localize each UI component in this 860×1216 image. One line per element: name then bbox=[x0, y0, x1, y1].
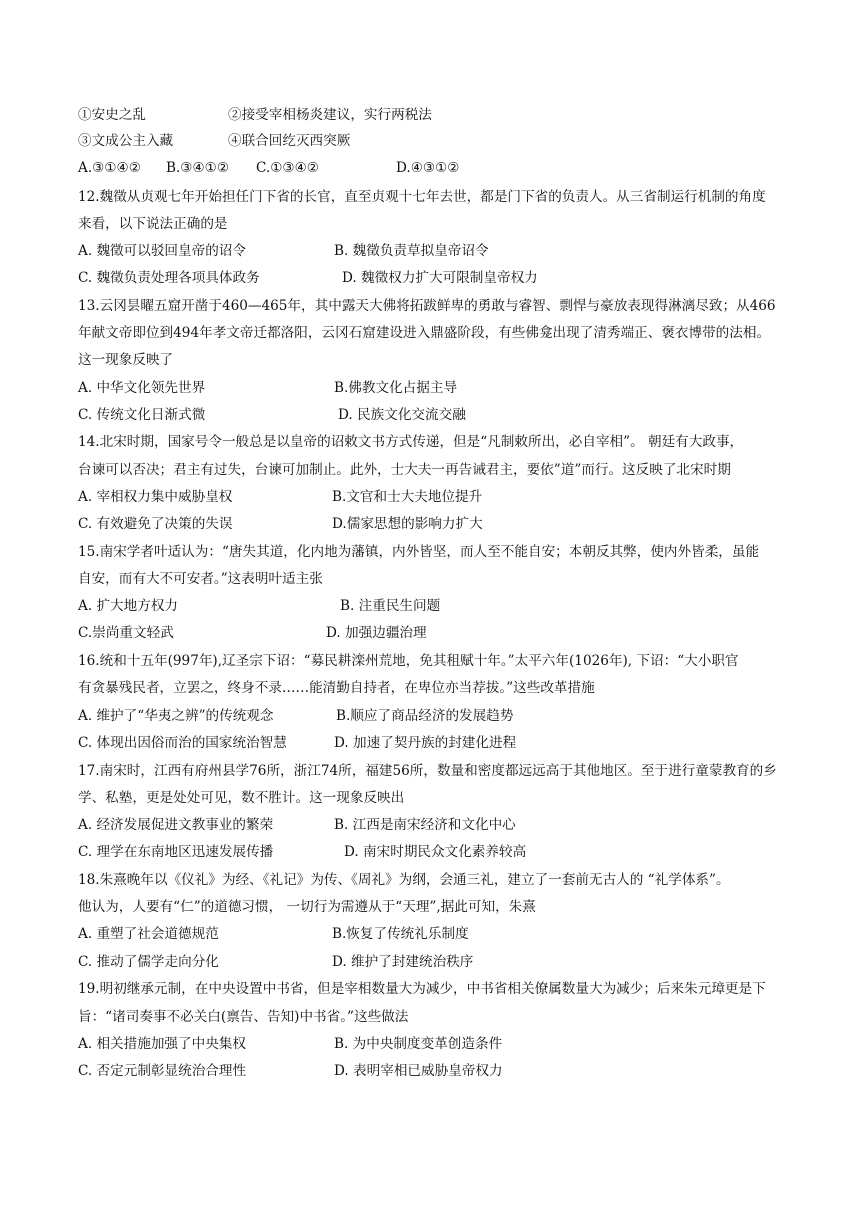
q17-option-a: A. 经济发展促进文教事业的繁荣 bbox=[78, 817, 274, 833]
q19-option-d: D. 表明宰相已威胁皇帝权力 bbox=[334, 1063, 503, 1079]
q14-stem-line2: 台谏可以否决；君主有过失，台谏可加制止。此外，士大夫一再告诫君主，要依”道”而行。这反映了北宋时期 bbox=[78, 462, 731, 478]
q12-stem-line2: 来看，以下说法正确的是 bbox=[78, 216, 228, 232]
q11-option-3: ③文成公主入藏 bbox=[78, 133, 174, 149]
q19-option-c: C. 否定元制彰显统治合理性 bbox=[78, 1063, 247, 1079]
q13-stem-line3: 这一现象反映了 bbox=[78, 352, 174, 368]
q15-stem-line1: 15.南宋学者叶适认为：“唐失其道，化内地为藩镇，内外皆坚，而人至不能自安；本朝反其弊，使内外皆柔，虽能 bbox=[78, 544, 760, 560]
q12-option-c: C. 魏徵负责处理各项具体政务 bbox=[78, 270, 260, 286]
q15-stem-line2: 自安，而有大不可安者。”这表明叶适主张 bbox=[78, 571, 323, 587]
q13-option-c: C. 传统文化日渐式微 bbox=[78, 407, 206, 423]
q16-option-a: A. 维护了“华夷之辨”的传统观念 bbox=[78, 708, 274, 724]
q19-stem-line1: 19.明初继承元制，在中央设置中书省，但是宰相数量大为减少，中书省相关僚属数量大为减少；后来朱元璋更是下 bbox=[78, 981, 766, 997]
q12-option-a: A. 魏徵可以驳回皇帝的诏令 bbox=[78, 243, 246, 259]
q18-option-b: B.恢复了传统礼乐制度 bbox=[332, 926, 469, 942]
q15-option-a: A. 扩大地方权力 bbox=[78, 598, 179, 614]
q11-answer-c: C.①③④② bbox=[256, 160, 319, 176]
q17-stem-line2: 学、私塾，更是处处可见，数不胜计。这一现象反映出 bbox=[78, 790, 405, 806]
q14-option-d: D.儒家思想的影响力扩大 bbox=[332, 516, 483, 532]
q15-option-b: B. 注重民生问题 bbox=[340, 598, 441, 614]
q12-stem-line1: 12.魏徵从贞观七年开始担任门下省的长官，直至贞观十七年去世，都是门下省的负责人。从三省制运行机制的角度 bbox=[78, 189, 766, 205]
q18-stem-line1: 18.朱熹晚年以《仪礼》为经、《礼记》为传、《周礼》为纲，会通三礼，建立了一套前无古人的 “礼学体系”。 bbox=[78, 872, 730, 888]
q12-option-b: B. 魏徵负责草拟皇帝诏令 bbox=[334, 243, 489, 259]
q11-answer-a: A.③①④② bbox=[78, 160, 141, 176]
q14-option-b: B.文官和士大夫地位提升 bbox=[332, 489, 483, 505]
q19-option-b: B. 为中央制度变革创造条件 bbox=[334, 1036, 503, 1052]
q17-option-c: C. 理学在东南地区迅速发展传播 bbox=[78, 844, 274, 860]
q17-option-b: B. 江西是南宋经济和文化中心 bbox=[334, 817, 516, 833]
q18-option-a: A. 重塑了社会道德规范 bbox=[78, 926, 219, 942]
q16-option-b: B.顺应了商品经济的发展趋势 bbox=[336, 708, 514, 724]
q11-option-1: ①安史之乱 bbox=[78, 107, 146, 123]
q14-option-c: C. 有效避免了决策的失误 bbox=[78, 516, 233, 532]
q15-option-c: C.崇尚重文轻武 bbox=[78, 625, 174, 641]
q11-answer-b: B.③④①② bbox=[166, 160, 230, 176]
q14-stem-line1: 14.北宋时期，国家号令一般总是以皇帝的诏敕文书方式传递，但是“凡制敕所出，必自宰相”。 朝廷有大政事， bbox=[78, 434, 744, 450]
q19-stem-line2: 旨：“诸司奏事不必关白(禀告、告知)中书省。”这些做法 bbox=[78, 1009, 409, 1025]
q19-option-a: A. 相关措施加强了中央集权 bbox=[78, 1036, 246, 1052]
q13-option-a: A. 中华文化领先世界 bbox=[78, 380, 206, 396]
q11-option-2: ②接受宰相杨炎建议，实行两税法 bbox=[228, 107, 432, 123]
q16-option-d: D. 加速了契丹族的封建化进程 bbox=[334, 735, 517, 751]
q18-option-d: D. 维护了封建统治秩序 bbox=[332, 954, 474, 970]
q16-option-c: C. 体现出因俗而治的国家统治智慧 bbox=[78, 735, 287, 751]
q16-stem-line2: 有贪暴残民者，立罢之，终身不录……能清勤自持者，在卑位亦当荐拔。”这些改革措施 bbox=[78, 680, 595, 696]
q15-option-d: D. 加强边疆治理 bbox=[326, 625, 427, 641]
q17-option-d: D. 南宋时期民众文化素养较高 bbox=[344, 844, 527, 860]
q12-option-d: D. 魏徵权力扩大可限制皇帝权力 bbox=[342, 270, 538, 286]
q18-stem-line2: 他认为，人要有“仁”的道德习惯， 一切行为需遵从于“天理”,据此可知，朱熹 bbox=[78, 899, 536, 915]
q13-stem-line2: 年献文帝即位到494年孝文帝迁都洛阳，云冈石窟建设进入鼎盛阶段，有些佛龛出现了清秀端正、褒衣博带的法相。 bbox=[78, 325, 771, 341]
q16-stem-line1: 16.统和十五年(997年),辽圣宗下诏：“募民耕滦州荒地，免其租赋十年。”太平六年(1026年), 下诏：“大小职官 bbox=[78, 653, 739, 669]
q13-option-b: B.佛教文化占据主导 bbox=[334, 380, 458, 396]
q13-stem-line1: 13.云冈昙曜五窟开凿于460—465年，其中露天大佛将拓跋鲜卑的勇敢与睿智、剽悍与豪放表现得淋漓尽致；从466 bbox=[78, 298, 776, 314]
q18-option-c: C. 推动了儒学走向分化 bbox=[78, 954, 219, 970]
q13-option-d: D. 民族文化交流交融 bbox=[338, 407, 466, 423]
q11-option-4: ④联合回纥灭西突厥 bbox=[228, 133, 351, 149]
q11-answer-d: D.④③①② bbox=[396, 160, 460, 176]
q17-stem-line1: 17.南宋时，江西有府州县学76所，浙江74所，福建56所，数量和密度都远远高于其他地区。至于进行童蒙教育的乡 bbox=[78, 763, 777, 779]
q14-option-a: A. 宰相权力集中威胁皇权 bbox=[78, 489, 233, 505]
